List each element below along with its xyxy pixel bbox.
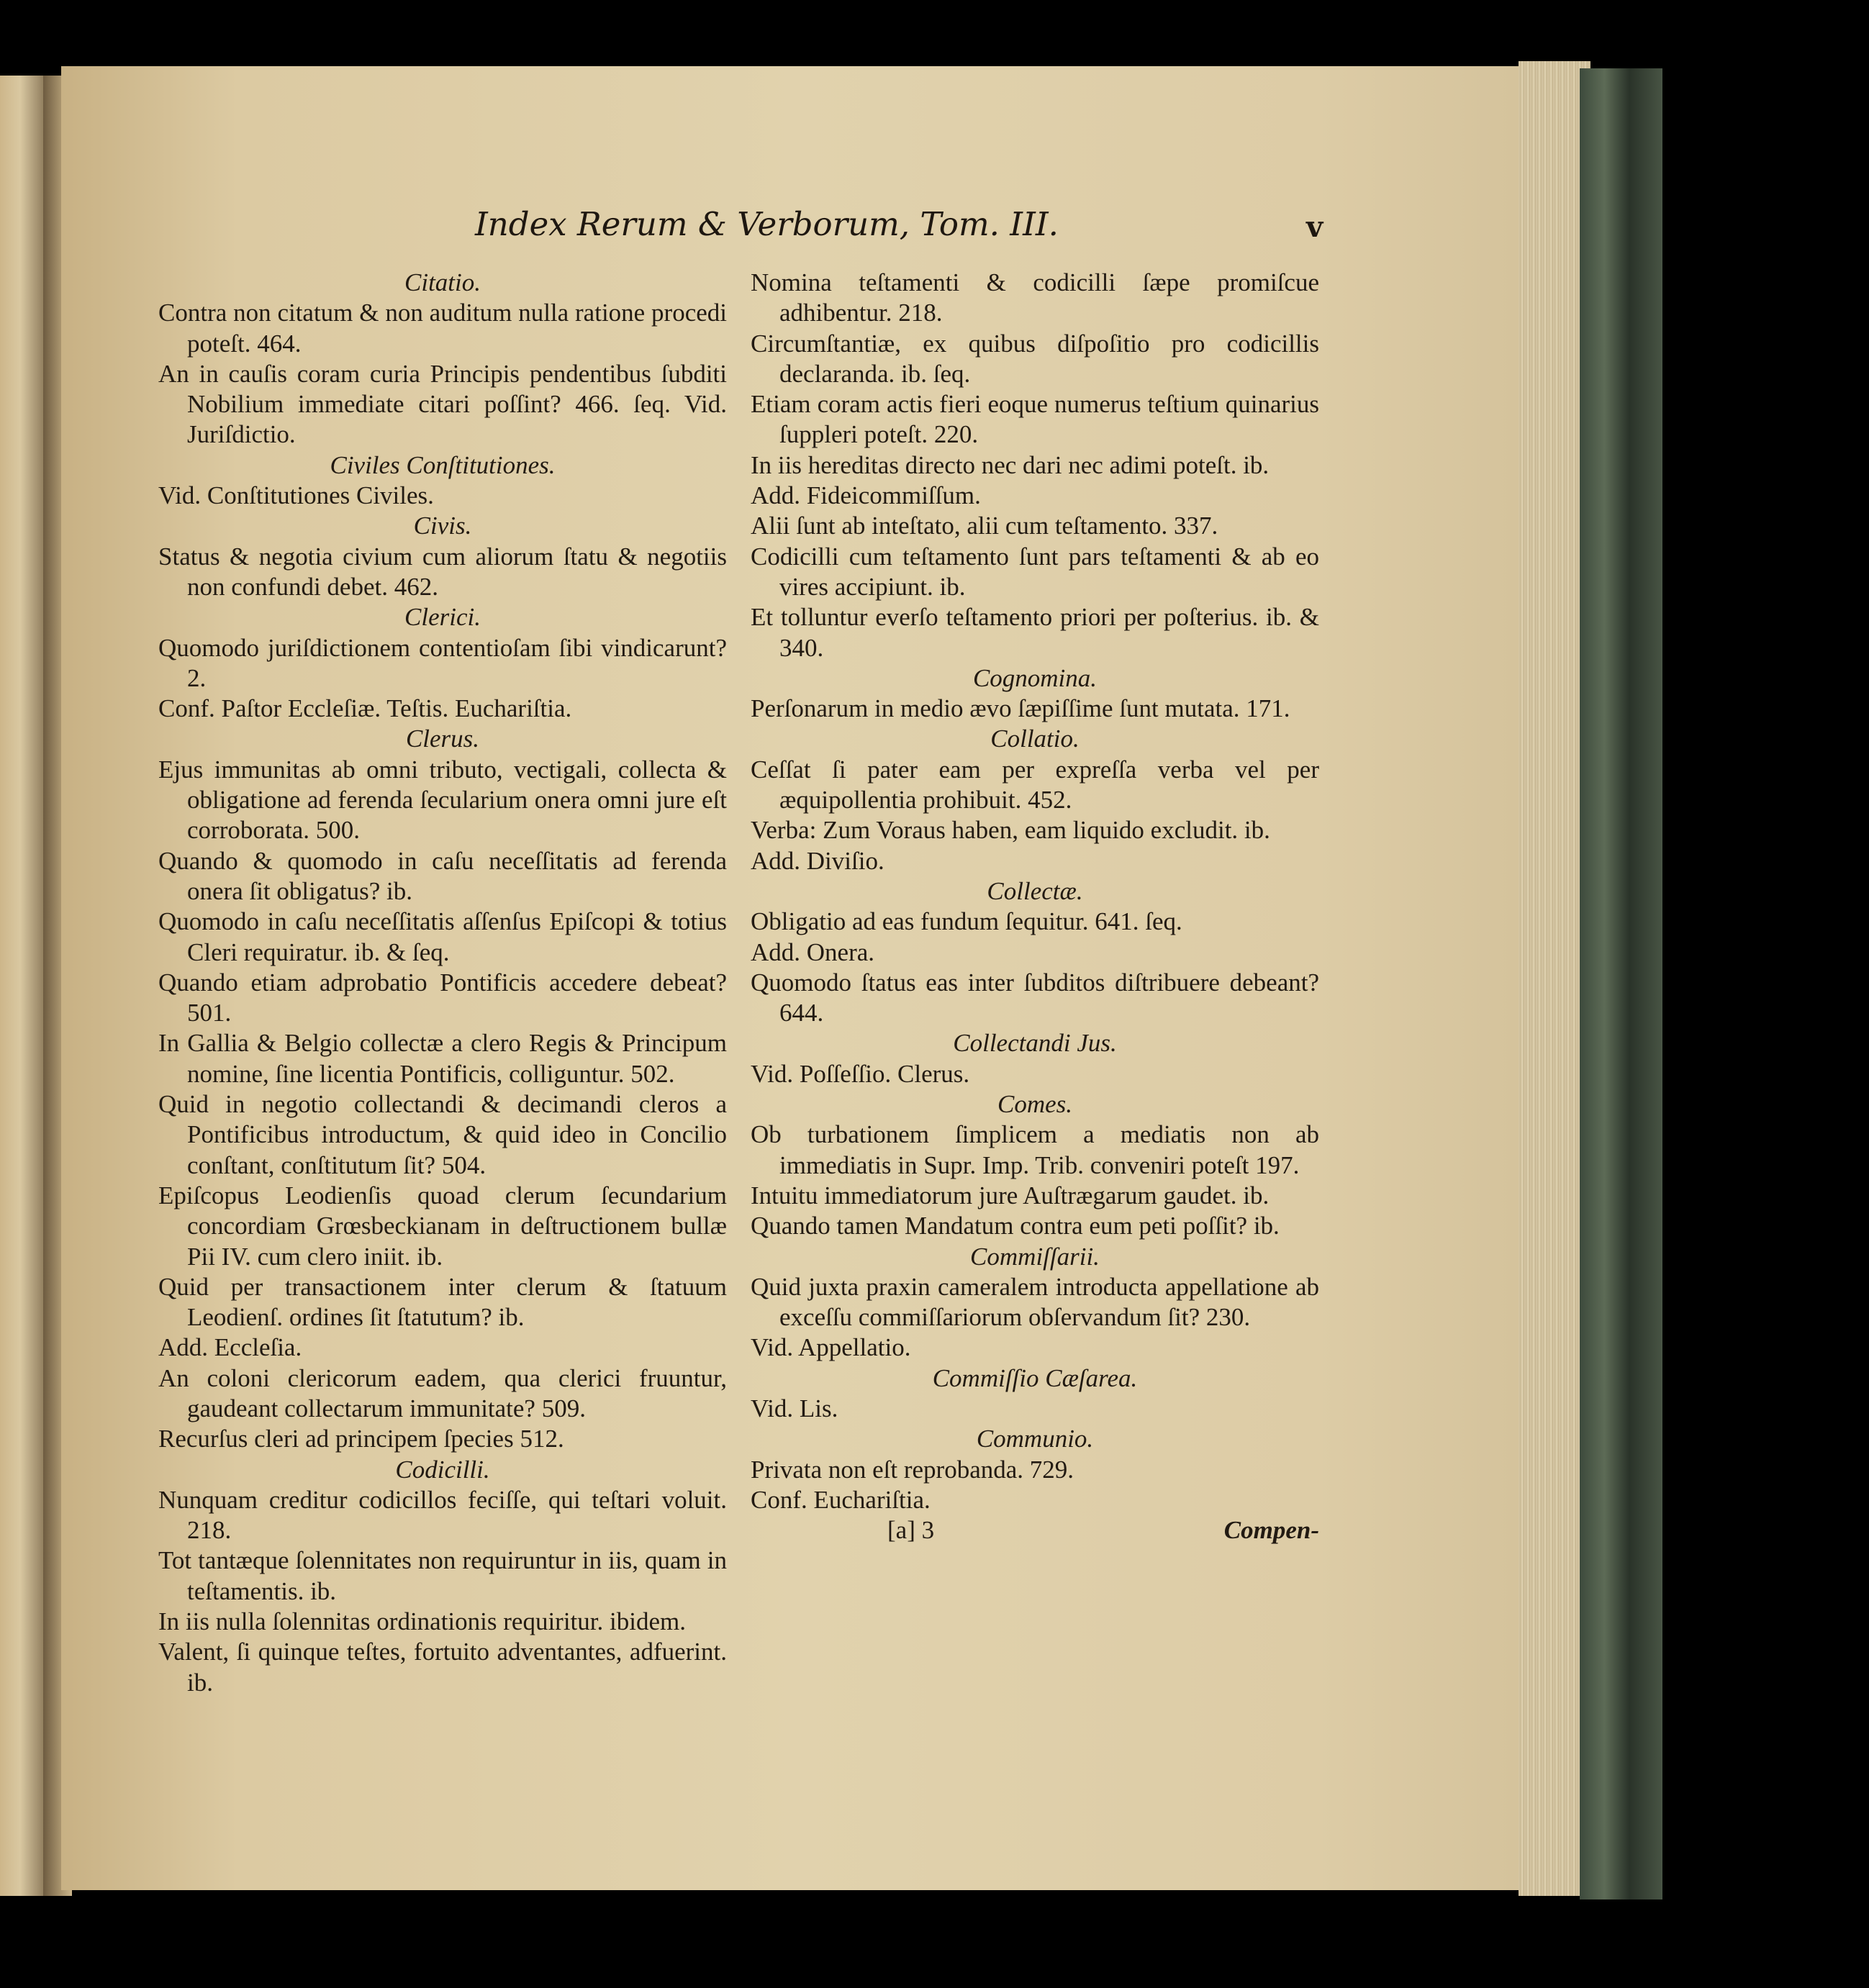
index-heading: Civis. bbox=[413, 512, 472, 540]
running-title-text: Index Rerum & Verborum, Tom. III. bbox=[475, 205, 1059, 243]
book-cover-board bbox=[1580, 68, 1662, 1900]
index-heading: Clerici. bbox=[404, 603, 481, 632]
index-entry: Vid. Poſſeſſio. Clerus. bbox=[751, 1059, 970, 1088]
index-entry: Quomodo ſtatus eas inter ſubditos diſtribuere debeant? 644. bbox=[751, 968, 1319, 1027]
index-entry: Ejus immunitas ab omni tributo, vectigali, collecta & obligatione ad ferenda ſecularium onera omni jure eſt corroborata. 500. bbox=[158, 755, 727, 845]
running-title bbox=[475, 205, 1317, 243]
index-entry: Intuitu immediatorum jure Auſtrægarum gaudet. ib. bbox=[751, 1181, 1270, 1209]
index-entry: Privata non eſt reprobanda. 729. bbox=[751, 1455, 1074, 1484]
index-entry: Status & negotia civium cum aliorum ſtatu & negotiis non confundi debet. 462. bbox=[158, 542, 727, 601]
page-footer bbox=[751, 1515, 1319, 1546]
index-entry: An in cauſis coram curia Principis pendentibus ſubditi Nobilium immediate citari poſſint? 466. ſeq. Vid. Juriſdictio. bbox=[158, 359, 727, 449]
index-heading: Citatio. bbox=[404, 268, 481, 296]
index-entry: Conf. Paſtor Eccleſiæ. Teſtis. Euchariſtia. bbox=[158, 694, 572, 723]
index-entry: Add. Fideicommiſſum. bbox=[751, 481, 981, 510]
index-heading: Communio. bbox=[976, 1425, 1094, 1453]
index-entry: Epiſcopus Leodienſis quoad clerum ſecundarium concordiam Grœsbeckianam in deſtructionem bullæ Pii IV. cum clero iniit. ib. bbox=[158, 1181, 727, 1271]
index-entry: Quid per transactionem inter clerum & ſtatuum Leodienſ. ordines ſit ſtatutum? ib. bbox=[158, 1272, 727, 1332]
index-entry: Quid in negotio collectandi & decimandi cleros a Pontificibus introductum, & quid ideo in Concilio conſtant, conſtitutum ſit? 504. bbox=[158, 1090, 727, 1179]
index-entry: Nunquam creditur codicillos feciſſe, qui teſtari voluit. 218. bbox=[158, 1485, 727, 1545]
index-heading: Commiſſio Cæſarea. bbox=[932, 1363, 1138, 1392]
index-heading: Collectæ. bbox=[987, 876, 1083, 905]
index-entry: Add. Onera. bbox=[751, 938, 875, 966]
index-entry: Ob turbationem ſimplicem a mediatis non ab immediatis in Supr. Imp. Trib. conveniri poteſt 197. bbox=[751, 1120, 1319, 1179]
index-entry: In iis nulla ſolennitas ordinationis requiritur. ibidem. bbox=[158, 1607, 686, 1636]
index-entry: Vid. Lis. bbox=[751, 1394, 838, 1422]
index-entry: In iis hereditas directo nec dari nec adimi poteſt. ib. bbox=[751, 450, 1270, 479]
index-entry: Ceſſat ſi pater eam per expreſſa verba vel per æquipollentia prohibuit. 452. bbox=[751, 755, 1319, 814]
index-entry: Circumſtantiæ, ex quibus diſpoſitio pro codicillis declaranda. ib. ſeq. bbox=[751, 329, 1319, 388]
index-entry: Quomodo in caſu neceſſitatis aſſenſus Epiſcopi & totius Cleri requiratur. ib. & ſeq. bbox=[158, 907, 727, 966]
index-entry: Contra non citatum & non auditum nulla ratione procedi poteſt. 464. bbox=[158, 299, 727, 358]
index-heading: Civiles Conſtitutiones. bbox=[330, 450, 556, 479]
index-entry: Quando tamen Mandatum contra eum peti poſſit? ib. bbox=[751, 1212, 1280, 1240]
index-entry: Valent, ſi quinque teſtes, fortuito adventantes, adfuerint. ib. bbox=[158, 1638, 727, 1697]
folio-number: v bbox=[1306, 210, 1323, 244]
index-entry: Verba: Zum Voraus haben, eam liquido excludit. ib. bbox=[751, 816, 1270, 845]
signature-mark: [a] 3 bbox=[887, 1516, 935, 1545]
index-entry: An coloni clericorum eadem, qua clerici fruuntur, gaudeant collectarum immunitate? 509. bbox=[158, 1363, 727, 1422]
index-entry: Nomina teſtamenti & codicilli ſæpe promiſcue adhibentur. 218. bbox=[751, 268, 1319, 327]
index-heading: Clerus. bbox=[405, 725, 480, 753]
index-entry: Vid. Appellatio. bbox=[751, 1333, 911, 1362]
index-entry: Quando & quomodo in caſu neceſſitatis ad ferenda onera ſit obligatus? ib. bbox=[158, 846, 727, 905]
index-entry: Etiam coram actis fieri eoque numerus teſtium quinarius ſuppleri poteſt. 220. bbox=[751, 390, 1319, 449]
index-heading: Codicilli. bbox=[395, 1455, 490, 1484]
index-entry: Quomodo juriſdictionem contentioſam ſibi vindicarunt? 2. bbox=[158, 633, 727, 692]
left-column bbox=[158, 268, 727, 1698]
index-entry: Add. Eccleſia. bbox=[158, 1333, 302, 1362]
index-entry: Perſonarum in medio ævo ſæpiſſime ſunt mutata. 171. bbox=[751, 694, 1290, 723]
index-entry: In Gallia & Belgio collectæ a clero Regis & Principum nomine, ſine licentia Pontificis, colliguntur. 502. bbox=[158, 1029, 727, 1088]
index-heading: Collectandi Jus. bbox=[953, 1029, 1117, 1058]
index-entry: Codicilli cum teſtamento ſunt pars teſtamenti & ab eo vires accipiunt. ib. bbox=[751, 542, 1319, 601]
index-entry: Vid. Conſtitutiones Civiles. bbox=[158, 481, 434, 510]
catchword: Compen- bbox=[1223, 1516, 1319, 1545]
index-entry: Et tolluntur everſo teſtamento priori per poſterius. ib. & 340. bbox=[751, 603, 1319, 662]
index-entry: Alii ſunt ab inteſtato, alii cum teſtamento. 337. bbox=[751, 512, 1218, 540]
index-entry: Quid juxta praxin cameralem introducta appellatione ab exceſſu commiſſariorum obſervandum ſit? 230. bbox=[751, 1272, 1319, 1332]
index-entry: Add. Diviſio. bbox=[751, 846, 884, 875]
index-entry: Conf. Euchariſtia. bbox=[751, 1485, 931, 1514]
index-entry: Quando etiam adprobatio Pontificis accedere debeat? 501. bbox=[158, 968, 727, 1027]
index-entry: Obligatio ad eas fundum ſequitur. 641. ſeq. bbox=[751, 907, 1182, 936]
index-heading: Comes. bbox=[997, 1090, 1073, 1119]
index-entry: Recurſus cleri ad principem ſpecies 512. bbox=[158, 1425, 564, 1453]
index-heading: Cognomina. bbox=[972, 663, 1098, 692]
index-heading: Collatio. bbox=[990, 725, 1080, 753]
index-heading: Commiſſarii. bbox=[970, 1242, 1100, 1271]
index-entry: Tot tantæque ſolennitates non requiruntur in iis, quam in teſtamentis. ib. bbox=[158, 1546, 727, 1605]
right-column bbox=[751, 268, 1319, 1546]
